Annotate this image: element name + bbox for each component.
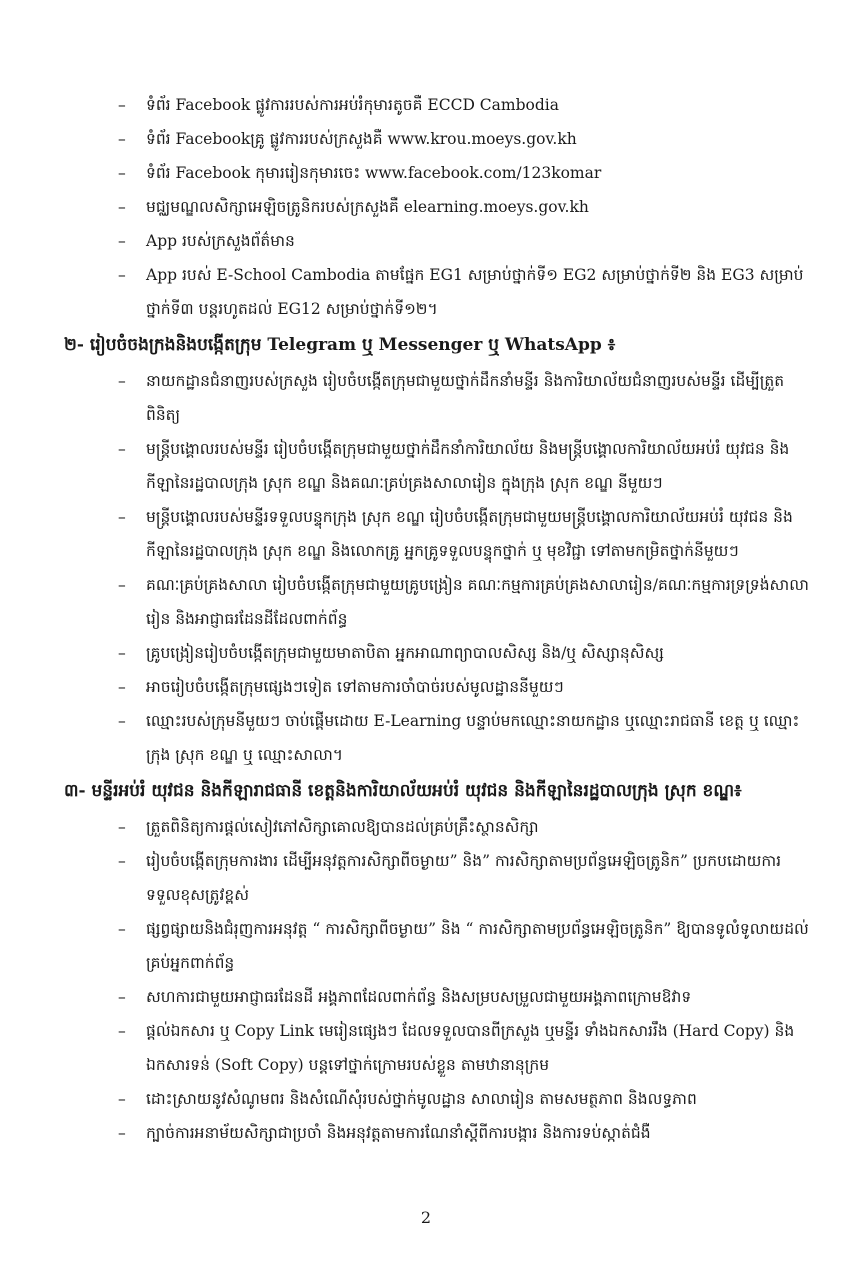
dash-bullet-icon: – xyxy=(118,372,126,390)
page-number: 2 xyxy=(420,1208,432,1227)
list-item: – មន្ត្រីបង្គោលរបស់មន្ទីរ រៀបចំបង្កើតក្រុមជាមួយថ្នាក់ដឹកនាំការិយាល័យ និងមន្ត្រីបង្គោលការិយាល័យអប់រំ យុវជន និងកីឡានៃរដ្ឋបាលក្រុង ស្រុក ខណ្ឌ និងគណៈគ្រប់គ្រងសាលារៀន ក្នុងក្រុង ស្រុក ខណ្ឌ នីមួយៗ xyxy=(64,432,812,500)
dash-bullet-icon: – xyxy=(118,1124,126,1142)
list-section-2 xyxy=(64,364,812,772)
list-item: – ដោះស្រាយនូវសំណូមពរ និងសំណើសុំរបស់ថ្នាក់មូលដ្ឋាន សាលារៀន តាមសមត្ថភាព និងលទ្ធភាព xyxy=(64,1082,812,1116)
list-item: – ឈ្មោះរបស់ក្រុមនីមួយៗ ចាប់ផ្តើមដោយ E-Learning បន្ទាប់មកឈ្មោះនាយកដ្ឋាន ឬឈ្មោះរាជធានី ខេត្ត ឬ ឈ្មោះក្រុង ស្រុក ខណ្ឌ ឬ ឈ្មោះសាលា។ xyxy=(64,704,812,772)
list-item: – App របស់ E-School Cambodia តាមផ្នែក EG1 សម្រាប់ថ្នាក់ទី១ EG2 សម្រាប់ថ្នាក់ទី២ និង EG3 សម្រាប់ថ្នាក់ទី៣ បន្តរហូតដល់ EG12 សម្រាប់ថ្នាក់ទី១២។ xyxy=(64,258,812,326)
list-section-1 xyxy=(64,88,812,326)
dash-bullet-icon: – xyxy=(118,1022,126,1040)
list-item: – ទំព័រ Facebook ផ្លូវការរបស់ការអប់រំកុមារតូចគឺ ECCD Cambodia xyxy=(64,88,812,122)
list-item: – ទំព័រ Facebook កុមាររៀនកុមារចេះ www.facebook.com/123komar xyxy=(64,156,812,190)
list-item: – នាយកដ្ឋានជំនាញរបស់ក្រសួង រៀបចំបង្កើតក្រុមជាមួយថ្នាក់ដឹកនាំមន្ទីរ និងការិយាល័យជំនាញរបស់មន្ទីរ ដើម្បីត្រួតពិនិត្យ xyxy=(64,364,812,432)
dash-bullet-icon: – xyxy=(118,164,126,182)
dash-bullet-icon: – xyxy=(118,1090,126,1108)
list-item: – ទំព័រ Facebookគ្រូ ផ្លូវការរបស់ក្រសួងគឺ www.krou.moeys.gov.kh xyxy=(64,122,812,156)
list-item: – មន្ត្រីបង្គោលរបស់មន្ទីរទទួលបន្ទុកក្រុង ស្រុក ខណ្ឌ រៀបចំបង្កើតក្រុមជាមួយមន្ត្រីបង្គោលការិយាល័យអប់រំ យុវជន និងកីឡានៃរដ្ឋបាលក្រុង ស្រុក ខណ្ឌ និងលោកគ្រូ អ្នកគ្រូទទួលបន្ទុកថ្នាក់ ឬ មុខវិជ្ជា ទៅតាមកម្រិតថ្នាក់នីមួយៗ xyxy=(64,500,812,568)
list-item: – ក្បាច់ការអនាម័យសិក្សាជាប្រចាំ និងអនុវត្តតាមការណែនាំស្តីពីការបង្ការ និងការទប់ស្កាត់ជំងឺ xyxy=(64,1116,812,1150)
dash-bullet-icon: – xyxy=(118,852,126,870)
dash-bullet-icon: – xyxy=(118,678,126,696)
dash-bullet-icon: – xyxy=(118,576,126,594)
list-item: – អាចរៀបចំបង្កើតក្រុមផ្សេងៗទៀត ទៅតាមការចាំបាច់របស់មូលដ្ឋាននីមួយៗ xyxy=(64,670,812,704)
list-item: – ផ្តល់ឯកសារ ឬ Copy Link មេរៀនផ្សេងៗ ដែលទទួលបានពីក្រសួង ឬមន្ទីរ ទាំងឯកសាររឹង (Hard Copy) និងឯកសារទន់ (Soft Copy) បន្តទៅថ្នាក់ក្រោមរបស់ខ្លួន តាមឋានានុក្រម xyxy=(64,1014,812,1082)
list-item: – ត្រួតពិនិត្យការផ្តល់សៀវភៅសិក្សាគោលឱ្យបានដល់គ្រប់គ្រឹះស្ថានសិក្សា xyxy=(64,810,812,844)
list-section-3 xyxy=(64,810,812,1150)
dash-bullet-icon: – xyxy=(118,440,126,458)
dash-bullet-icon: – xyxy=(118,644,126,662)
dash-bullet-icon: – xyxy=(118,130,126,148)
dash-bullet-icon: – xyxy=(118,232,126,250)
dash-bullet-icon: – xyxy=(118,508,126,526)
list-item: – មជ្ឈមណ្ឌលសិក្សាអេឡិចត្រូនិករបស់ក្រសួងគឺ elearning.moeys.gov.kh xyxy=(64,190,812,224)
list-item: – រៀបចំបង្កើតក្រុមការងារ ដើម្បីអនុវត្តការសិក្សាពីចម្ងាយ” និង” ការសិក្សាតាមប្រព័ន្ធអេឡិចត្រូនិក” ប្រកបដោយការទទួលខុសត្រូវខ្ពស់ xyxy=(64,844,812,912)
dash-bullet-icon: – xyxy=(118,266,126,284)
dash-bullet-icon: – xyxy=(118,96,126,114)
dash-bullet-icon: – xyxy=(118,920,126,938)
list-item: – សហការជាមួយអាជ្ញាធរដែនដី អង្គភាពដែលពាក់ព័ន្ធ និងសម្របសម្រួលជាមួយអង្គភាពក្រោមឱវាទ xyxy=(64,980,812,1014)
dash-bullet-icon: – xyxy=(118,818,126,836)
list-item: – គណៈគ្រប់គ្រងសាលា រៀបចំបង្កើតក្រុមជាមួយគ្រូបង្រៀន គណៈកម្មការគ្រប់គ្រងសាលារៀន/គណៈកម្មការទ្រទ្រង់សាលារៀន និងអាជ្ញាធរដែនដីដែលពាក់ព័ន្ធ xyxy=(64,568,812,636)
section-heading-2: ២- រៀបចំចងក្រងនិងបង្កើតក្រុម Telegram ឬ Messenger ឬ WhatsApp ៖ xyxy=(64,335,616,355)
dash-bullet-icon: – xyxy=(118,712,126,730)
list-item: – គ្រូបង្រៀនរៀបចំបង្កើតក្រុមជាមួយមាតាបិតា អ្នកអាណាព្យាបាលសិស្ស និង/ឬ សិស្សានុសិស្ស xyxy=(64,636,812,670)
list-item: – ផ្សព្វផ្សាយនិងជំរុញការអនុវត្ត “ ការសិក្សាពីចម្ងាយ” និង “ ការសិក្សាតាមប្រព័ន្ធអេឡិចត្រូនិក” ឱ្យបានទូលំទូលាយដល់គ្រប់អ្នកពាក់ព័ន្ធ xyxy=(64,912,812,980)
dash-bullet-icon: – xyxy=(118,198,126,216)
list-item: – App របស់ក្រសួងព័ត៌មាន xyxy=(64,224,812,258)
section-heading-3: ៣- មន្ទីរអប់រំ យុវជន និងកីឡារាជធានី ខេត្តនិងការិយាល័យអប់រំ យុវជន និងកីឡានៃរដ្ឋបាលក្រុង ស្រុក ខណ្ឌ៖ xyxy=(64,781,742,801)
dash-bullet-icon: – xyxy=(118,988,126,1006)
